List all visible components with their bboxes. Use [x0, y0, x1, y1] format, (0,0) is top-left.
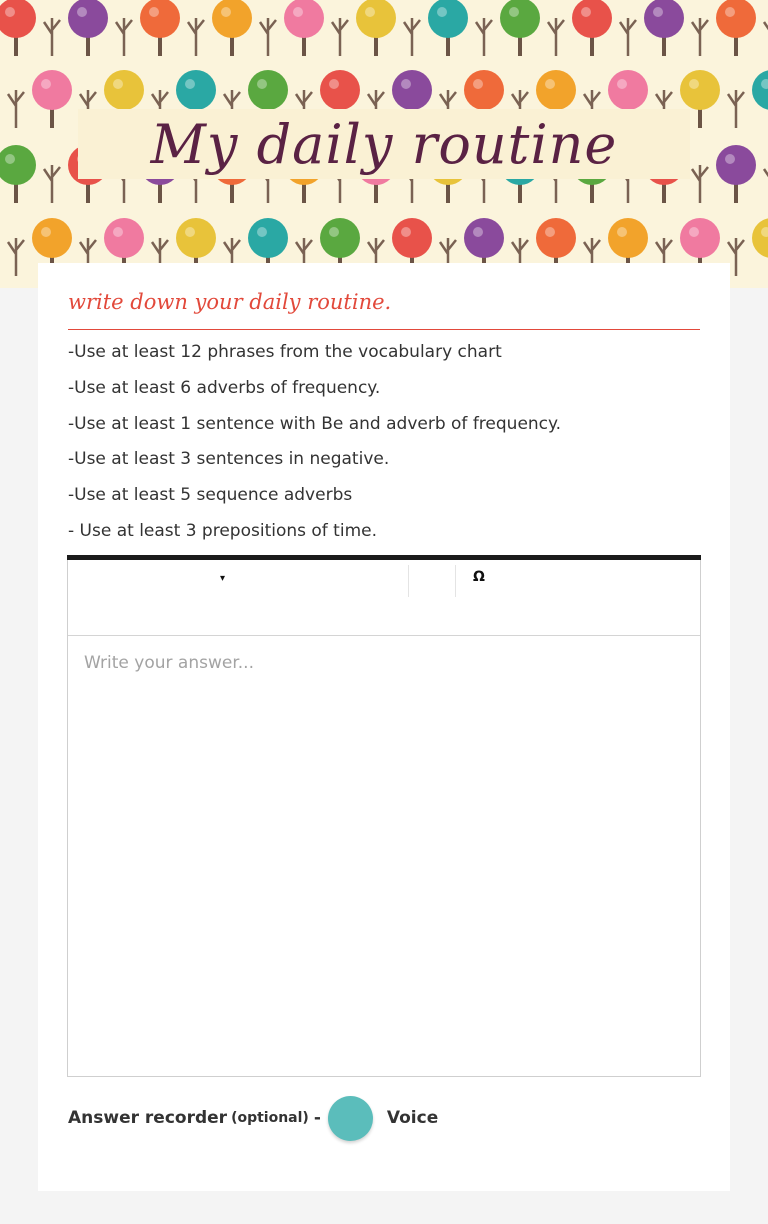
instruction-item: -Use at least 5 sequence adverbs: [68, 485, 353, 506]
instruction-item: -Use at least 12 phrases from the vocabulary chart: [68, 342, 502, 362]
recorder-optional-label: (optional): [231, 1110, 309, 1126]
task-heading: write down your daily routine.: [68, 290, 392, 314]
tree-icon: [68, 0, 108, 56]
page-title: My daily routine: [150, 112, 618, 176]
branch-icon: [8, 90, 24, 128]
format-dropdown[interactable]: [68, 564, 408, 596]
tree-icon: [32, 70, 72, 128]
title-box: [78, 109, 690, 179]
branch-icon: [728, 90, 744, 128]
branch-icon: [44, 165, 60, 203]
branch-icon: [692, 165, 708, 203]
tree-icon: [500, 0, 540, 56]
tree-icon: [644, 0, 684, 56]
tree-icon: [428, 0, 468, 56]
branch-icon: [620, 18, 636, 56]
branch-icon: [404, 18, 420, 56]
branch-icon: [8, 238, 24, 276]
editor-toolbar: [68, 560, 700, 636]
record-button[interactable]: [328, 1096, 373, 1141]
tree-icon: [0, 0, 36, 56]
answer-textarea[interactable]: [68, 637, 700, 1075]
tree-icon: [572, 0, 612, 56]
toolbar-divider: [455, 565, 456, 597]
tree-icon: [284, 0, 324, 56]
tree-icon: [752, 70, 768, 128]
instruction-item: -Use at least 1 sentence with Be and adverb of frequency.: [68, 413, 562, 434]
special-character-button[interactable]: [464, 564, 494, 596]
caret-down-icon: ▾: [220, 573, 226, 584]
branch-icon: [548, 18, 564, 56]
branch-icon: [188, 18, 204, 56]
heading-divider: [68, 329, 700, 330]
recorder-label: Answer recorder: [68, 1108, 228, 1128]
voice-label: Voice: [386, 1108, 439, 1128]
answer-recorder: [68, 1096, 438, 1140]
branch-icon: [728, 238, 744, 276]
tree-icon: [212, 0, 252, 56]
tree-icon: [0, 145, 36, 203]
instruction-item: - Use at least 3 prepositions of time.: [68, 520, 377, 541]
branch-icon: [44, 18, 60, 56]
answer-editor: [67, 555, 701, 1077]
tree-icon: [716, 145, 756, 203]
instruction-list: [68, 339, 700, 554]
tree-icon: [752, 218, 768, 276]
omega-icon: Ω: [473, 569, 485, 585]
branch-icon: [764, 18, 768, 56]
instruction-item: -Use at least 3 sentences in negative.: [68, 449, 390, 470]
header-banner: [0, 0, 768, 288]
branch-icon: [332, 18, 348, 56]
recorder-dash: -: [313, 1108, 321, 1128]
tree-icon: [716, 0, 756, 56]
branch-icon: [260, 18, 276, 56]
tree-icon: [140, 0, 180, 56]
branch-icon: [692, 18, 708, 56]
branch-icon: [476, 18, 492, 56]
instruction-item: -Use at least 6 adverbs of frequency.: [68, 377, 381, 398]
toolbar-button[interactable]: [409, 564, 455, 596]
tree-icon: [356, 0, 396, 56]
branch-icon: [764, 165, 768, 203]
branch-icon: [116, 18, 132, 56]
